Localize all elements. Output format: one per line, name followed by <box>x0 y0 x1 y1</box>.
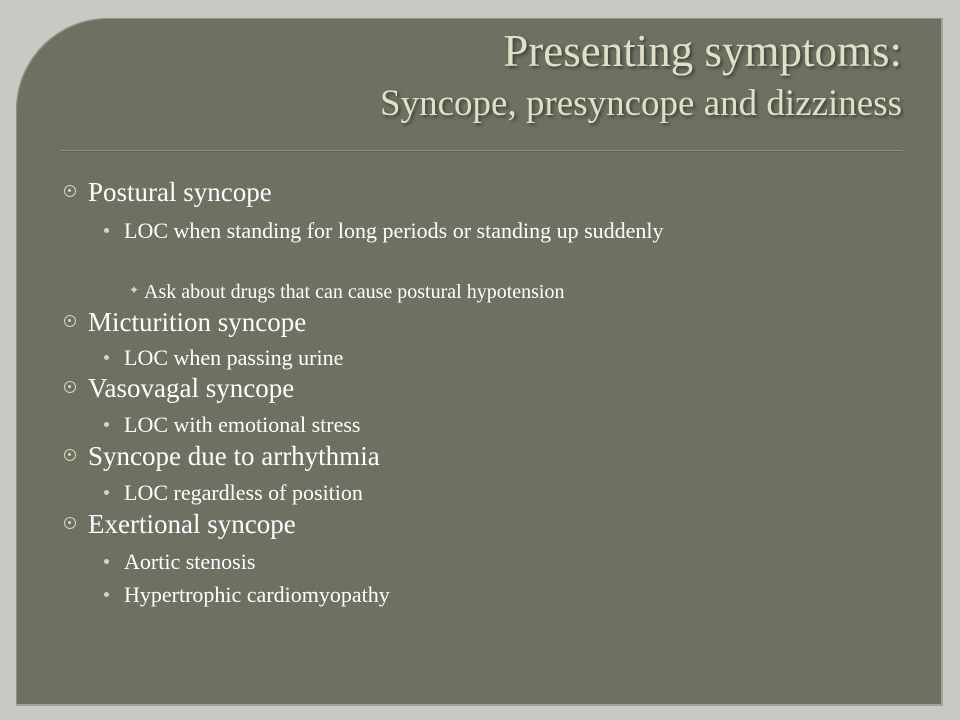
sub-bullet-text: Hypertrophic cardiomyopathy <box>124 582 390 607</box>
sub-bullet-vasovagal-1 <box>124 411 844 438</box>
bullet-heading: Syncope due to arrhythmia <box>88 441 380 471</box>
circle-bullet-icon <box>64 517 76 529</box>
dot-bullet-icon <box>104 592 109 597</box>
bullet-postural-syncope <box>88 176 272 208</box>
sub-bullet-text: LOC with emotional stress <box>124 412 361 437</box>
sub-bullet-text: LOC regardless of position <box>124 480 363 505</box>
sub-bullet-micturition-1 <box>124 344 844 371</box>
sub-bullet-exertional-1 <box>124 548 844 575</box>
dot-bullet-icon <box>104 422 109 427</box>
title-line-2: Syncope, presyncope and dizziness <box>380 83 902 124</box>
sub-bullet-text: LOC when standing for long periods or standing up suddenly <box>124 218 664 243</box>
bullet-micturition-syncope <box>88 306 306 338</box>
dot-bullet-icon <box>104 559 109 564</box>
bullet-heading: Vasovagal syncope <box>88 373 295 403</box>
bullet-heading: Exertional syncope <box>88 509 296 539</box>
circle-bullet-icon <box>64 381 76 393</box>
sub-bullet-exertional-2 <box>124 581 844 608</box>
sub-bullet-arrhythmia-1 <box>124 479 844 506</box>
sub-bullet-postural-1 <box>124 217 844 244</box>
sub-bullet-text: LOC when passing urine <box>124 345 344 370</box>
circle-bullet-icon <box>64 185 76 197</box>
bullet-arrhythmia-syncope <box>88 440 380 472</box>
dot-bullet-icon <box>104 355 109 360</box>
bullet-exertional-syncope <box>88 508 296 540</box>
dot-bullet-icon <box>104 490 109 495</box>
title-line-1: Presenting symptoms: <box>503 26 902 76</box>
star-bullet-icon: ✦ <box>129 283 140 297</box>
sub-sub-bullet-text: Ask about drugs that can cause postural hypotension <box>144 281 565 303</box>
bullet-vasovagal-syncope <box>88 372 294 404</box>
sub-sub-bullet-postural-1 <box>129 280 565 304</box>
sub-bullet-text: Aortic stenosis <box>124 549 256 574</box>
bullet-heading: Micturition syncope <box>88 307 307 337</box>
circle-bullet-icon <box>64 315 76 327</box>
dot-bullet-icon <box>104 228 109 233</box>
bullet-heading: Postural syncope <box>88 177 272 207</box>
circle-bullet-icon <box>64 449 76 461</box>
